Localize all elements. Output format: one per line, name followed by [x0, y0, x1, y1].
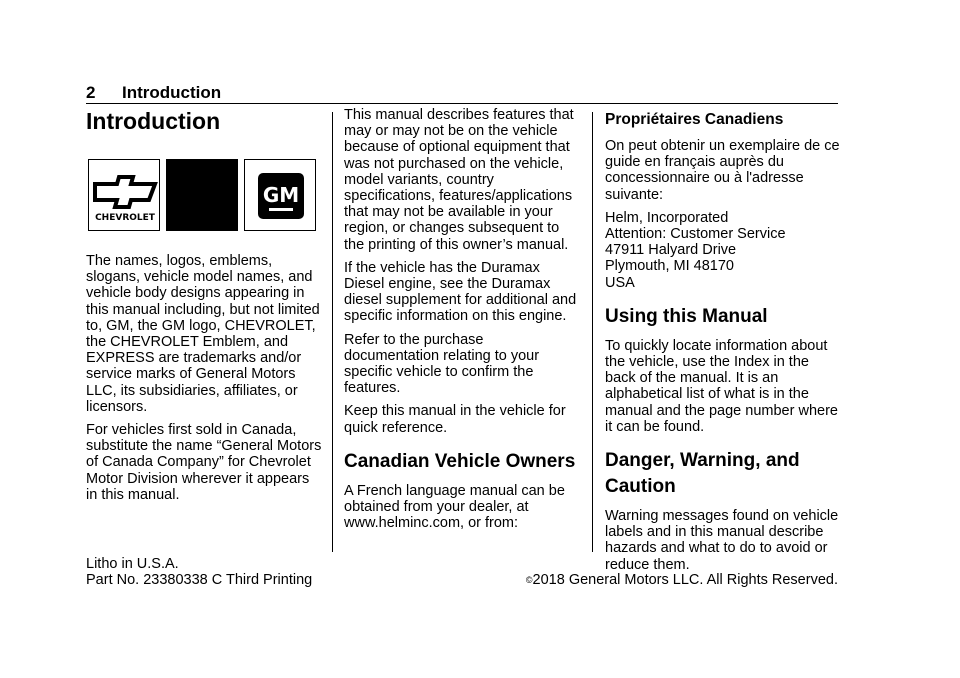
- address-line: Helm, Incorporated: [605, 209, 729, 226]
- address-line: Attention: Customer Service: [605, 226, 786, 243]
- keep-manual-paragraph: Keep this manual in the vehicle for quick reference.: [344, 403, 566, 436]
- column-divider-2: [592, 112, 593, 552]
- chevrolet-bowtie-icon: [89, 160, 161, 232]
- danger-warning-heading: Danger, Warning, and Caution: [605, 450, 800, 498]
- trademark-paragraph: The names, logos, emblems, slogans, vehicle model names, and vehicle body designs appearing in this manual including, but not limited to, GM, the GM logo, CHEVROLET, the CHEVROLET Emblem, and EXPRESS are trademarks and/or service marks of General Motors LLC, its subsidiaries, affiliates, or licensors.: [86, 253, 320, 415]
- using-manual-heading: Using this Manual: [605, 305, 768, 327]
- brand-logos: [88, 159, 322, 231]
- address-line: Plymouth, MI 48170: [605, 258, 734, 275]
- duramax-paragraph: If the vehicle has the Duramax Diesel engine, see the Duramax diesel supplement for additional and specific information on this engine.: [344, 259, 577, 325]
- running-header: [86, 83, 221, 103]
- proprietaires-heading: Propriétaires Canadiens: [605, 111, 784, 128]
- canada-paragraph: For vehicles first sold in Canada, substitute the name “General Motors of Canada Company” for Chevrolet Motor Division wherever it appears in this manual.: [86, 422, 322, 503]
- address-block: [605, 210, 841, 291]
- purchase-paragraph: Refer to the purchase documentation relating to your specific vehicle to confirm the features.: [344, 331, 540, 397]
- column-2: [344, 107, 580, 538]
- index-paragraph: To quickly locate information about the vehicle, use the Index in the back of the manual. It is an alphabetical list of what is in the manual and the page number where it can be found.: [605, 337, 838, 435]
- features-paragraph: This manual describes features that may or may not be on the vehicle because of optional equipment that was not purchased on the vehicle, model variants, country specifications, features/applications that may not be available in your region, or changes subsequent to the printing of this owner’s manual.: [344, 107, 574, 253]
- page-title: Introduction: [86, 108, 221, 134]
- copyright-symbol: ©: [525, 575, 533, 585]
- page-number: 2: [86, 83, 96, 102]
- gm-wordmark: GM: [262, 183, 300, 207]
- gm-logo: [244, 159, 316, 231]
- address-line: 47911 Halyard Drive: [605, 242, 737, 259]
- address-line: USA: [605, 274, 635, 291]
- canadian-owners-heading: Canadian Vehicle Owners: [344, 450, 576, 472]
- part-number: Part No. 23380338 C Third Printing: [86, 572, 313, 588]
- copyright-notice: [526, 572, 838, 588]
- column-3: [605, 107, 841, 580]
- gm-logo-icon: [245, 160, 317, 232]
- warning-paragraph: Warning messages found on vehicle labels and in this manual describe hazards and what to do to avoid or reduce them.: [605, 508, 839, 573]
- footer-left: [86, 556, 312, 588]
- header-rule: [86, 103, 838, 104]
- french-paragraph: On peut obtenir un exemplaire de ce guide en français auprès du concessionnaire ou à l'adresse suivante:: [605, 138, 840, 203]
- french-manual-paragraph: A French language manual can be obtained from your dealer, at www.helminc.com, or from:: [344, 482, 565, 532]
- chevrolet-wordmark: CHEVROLET: [95, 213, 155, 223]
- black-logo-block: [166, 159, 238, 231]
- copyright-text: 2018 General Motors LLC. All Rights Reserved.: [532, 572, 838, 588]
- chevrolet-logo: [88, 159, 160, 231]
- litho-text: Litho in U.S.A.: [86, 556, 179, 572]
- column-divider-1: [332, 112, 333, 552]
- column-1: [86, 107, 322, 510]
- header-section: Introduction: [122, 83, 222, 102]
